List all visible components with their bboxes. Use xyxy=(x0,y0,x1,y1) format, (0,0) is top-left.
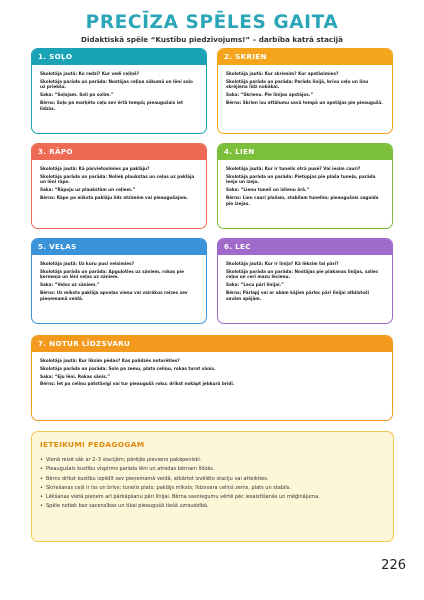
station-children: Bērns: Uz mīksta paklāja apveļas vienu vai vairākus reizes sev pieņemamā veidā. xyxy=(40,289,188,301)
page-title: PRECĪZA SPĒLES GAITA xyxy=(85,12,339,33)
station-title: 7. NOTUR LĪDZSVARU xyxy=(32,336,392,352)
station-card-run xyxy=(217,48,393,134)
station-say: Saka: “Veļos uz sāniem.” xyxy=(40,282,100,288)
station-question: Skolotāja jautā: Kur skriesim? Kur apstāsimies? xyxy=(226,71,339,76)
station-say: Saka: “Lecu pāri līnijai.” xyxy=(226,282,284,288)
list-item: • Lēkšanas vietā pieņem arī pārkāpšanu pāri līnijai. Bērna sasniegumu vērtē pēc iesaistīšanās un mēģinājuma. xyxy=(40,494,385,500)
list-item: • Vienā reizē sāk ar 2–3 stacijām; pārējās pievieno pakāpeniski. xyxy=(40,457,385,463)
station-card-roll xyxy=(31,238,207,324)
list-item: • Skriešanas ceļš ir īss un brīvs; tunelis plats; paklājs mīksts; līdzsvara celiņš zems, plats un stabils. xyxy=(40,485,385,491)
station-children: Bērns: Rāpo pa mīksto paklāju līdz atzīmēm vai pieaugušajam. xyxy=(40,194,189,200)
station-say: Saka: “Rāpoju uz plaukstām un ceļiem.” xyxy=(40,187,136,193)
station-show: Skolotāja parāda un parāda: Apguļoties uz sāniem, rokas pie ķermeņa un lēni veļas uz sāniem. xyxy=(40,268,184,280)
station-say: Saka: “Lienu tunelī un izlienu ārā.” xyxy=(226,187,310,193)
station-children: Bērns: Pārlapj vai ar abām kājām pārlec pāri līnijai atbilstoši savām spējām. xyxy=(226,289,370,301)
station-say: Saka: “Eju lēni. Rokas sānis.” xyxy=(40,373,111,379)
station-title: 3. RĀPO xyxy=(32,144,206,160)
page-number: 226 xyxy=(381,558,406,573)
station-title: 2. SKRIEN xyxy=(218,49,392,65)
station-card-walk xyxy=(31,48,207,134)
list-item: • Pieaugušais kustību vispirms parāda lēni un atrodas bērnam līdzās. xyxy=(40,466,385,472)
station-show: Skolotāja parāda un parāda: Pietupjas pie plaša tuneļa, parāda ieeju un izeju. xyxy=(226,173,376,185)
tips-title: IETEIKUMI PEDAGOGAM xyxy=(40,440,145,449)
page-subtitle: Didaktiskā spēle “Kustību piedzīvojums!” – darbība katrā stacijā xyxy=(81,35,343,44)
station-show: Skolotāja parāda un parāda: Parāda līnijā, brīvu ceļu un līnu skrējiena līdz nobākai. xyxy=(226,78,369,90)
station-question: Skolotāja jautā: Kur ir tunelis otrā pusē? Vai iesim cauri? xyxy=(226,166,361,171)
station-title: 4. LIEN xyxy=(218,144,392,160)
station-show: Skolotāja parāda un parāda: Solo pa zemu, plata celiņu, rokas turot sānis. xyxy=(40,365,216,371)
station-question: Skolotāja jautā: Ko redzi? Kur vedi ceļiņš? xyxy=(40,71,140,76)
station-title: 6. LEC xyxy=(218,239,392,255)
station-title: 1. SOĻO xyxy=(32,49,206,65)
station-card-jump xyxy=(217,238,393,324)
station-children: Bērns: Soļo pa marķēto ceļu sev ērtā tempā; pieaugušais iet līdzās. xyxy=(40,99,183,111)
station-question: Skolotāja jautā: Kur līksim pēdas? Kas palīdzēs noturēties? xyxy=(40,358,180,363)
station-question: Skolotāja jautā: Uz kuru pusi velsimies? xyxy=(40,261,135,266)
teacher-tips-box xyxy=(31,431,394,542)
list-item: • Bērns drīkst kustību izpildīt sev pieņemamā veidā, atkārtot izvēlēto staciju vai atteikties. xyxy=(40,476,385,482)
station-say: Saka: “Skrienu. Pie līnijas apstājos.” xyxy=(226,92,314,98)
station-card-balance xyxy=(31,335,393,421)
station-title: 5. VEĻAS xyxy=(32,239,206,255)
tips-list xyxy=(40,457,385,509)
station-say: Saka: “Soļojam. Soli pa solim.” xyxy=(40,92,114,98)
station-children: Bērns: Iet pa celiņu patstāvīgi vai tur pieaugušā roku; drīkst nokāpt jebkurā brīdī. xyxy=(40,381,235,387)
station-question: Skolotāja jautā: Kā pārvietosimies pa paklāju? xyxy=(40,166,150,171)
station-show: Skolotāja parāda un parāda: Nostājas pie plakanas līnijas, saliec ceļus un ceri mazu lēcienu. xyxy=(226,268,379,280)
list-item: • Spēle notiek bez sacensības un tikai pieaugušā tiešā uzraudzībā. xyxy=(40,503,385,509)
station-show: Skolotāja parāda un parāda: Nolieķ plaukstas un ceļus uz paklāja un lēni rāpo. xyxy=(40,173,195,185)
station-children: Bērns: Skrien īsu attālumu savā tempā un apstājas pie pieaugušā. xyxy=(226,99,383,105)
station-question: Skolotāja jautā: Kur ir līnija? Kā lēksim tai pāri? xyxy=(226,261,339,266)
station-card-tunnel xyxy=(217,143,393,229)
station-show: Skolotāja parāda un parāda: Nostājas ceļiņa sākumā un lēni soļo uz priekšu. xyxy=(40,78,193,90)
station-card-crawl xyxy=(31,143,207,229)
station-children: Bērns: Lien cauri plašam, stabilam tunelim; pieaugušais sagaida pie izejas. xyxy=(226,194,379,206)
